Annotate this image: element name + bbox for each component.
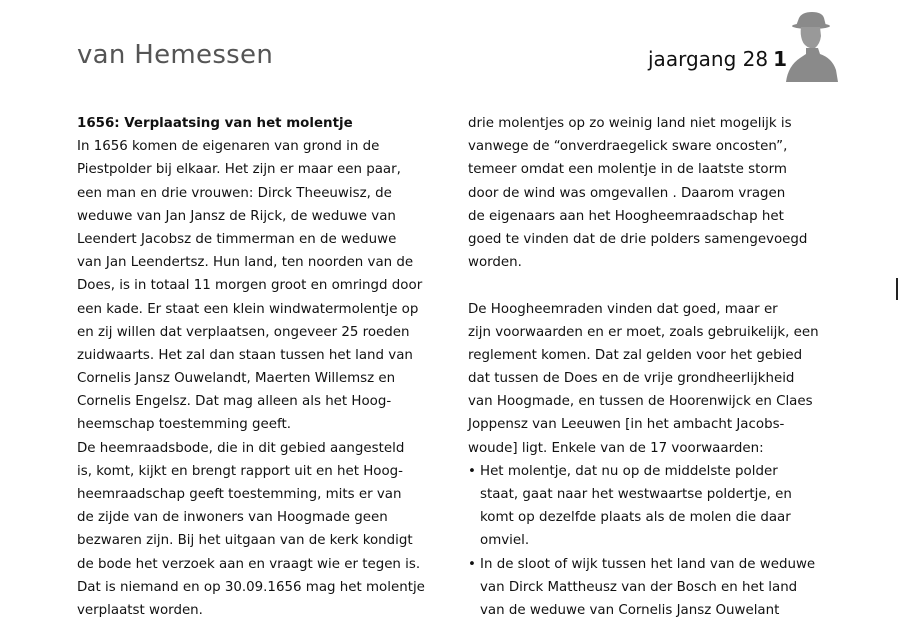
text-line: Leendert Jacobsz de timmerman en de weduwe xyxy=(77,231,397,247)
section-heading: 1656: Verplaatsing van het molentje xyxy=(77,116,353,131)
text-line: goed te vinden dat de drie polders samengevoegd xyxy=(468,231,808,247)
text-line: dat tussen de Does en de vrije grondheerlijkheid xyxy=(468,371,795,387)
text-line: reglement komen. Dat zal gelden voor het gebied xyxy=(468,347,803,363)
text-line: bezwaren zijn. Bij het uitgaan van de kerk kondigt xyxy=(77,533,413,549)
text-line: en zij willen dat verplaatsen, ongeveer 25 roeden xyxy=(77,324,410,340)
text-line: zuidwaarts. Het zal dan staan tussen het land van xyxy=(77,347,413,363)
left-column xyxy=(77,112,449,622)
text-line: De heemraadsbode, die in dit gebied aangesteld xyxy=(77,440,405,456)
page-number: 1 xyxy=(773,47,787,71)
bullet-item: • In de sloot of wijk tussen het land van de weduwe xyxy=(468,553,848,576)
text-line: de zijde van de inwoners van Hoogmade geen xyxy=(77,510,388,526)
text-line: een kade. Er staat een klein windwatermolentje op xyxy=(77,301,419,317)
text-line: zijn voorwaarden en er moet, zoals gebruikelijk, een xyxy=(468,324,819,340)
issue-label xyxy=(648,47,787,71)
text-line: Cornelis Jansz Ouwelandt, Maerten Willemsz en xyxy=(77,371,396,387)
text-line: worden. xyxy=(468,255,522,271)
text-line: staat, gaat naar het westwaartse poldertje, en xyxy=(480,487,792,502)
volume-label: jaargang 28 xyxy=(648,47,769,71)
text-line: In 1656 komen de eigenaren van grond in de xyxy=(77,139,380,155)
publication-title: van Hemessen xyxy=(77,40,274,70)
text-line: Piestpolder bij elkaar. Het zijn er maar een paar, xyxy=(77,162,401,178)
text-line: drie molentjes op zo weinig land niet mogelijk is xyxy=(468,116,792,131)
text-line: van Dirck Mattheusz van der Bosch en het land xyxy=(480,579,798,595)
text-line: van Hoogmade, en tussen de Hoorenwijck en Claes xyxy=(468,394,813,410)
right-column xyxy=(468,112,848,622)
text-line: omviel. xyxy=(480,533,530,549)
text-line: vanwege de “onverdraegelick sware oncosten”, xyxy=(468,139,788,155)
bullet-item: • Het molentje, dat nu op de middelste polder xyxy=(468,460,848,483)
text-line: Dat is niemand en op 30.09.1656 mag het molentje xyxy=(77,579,425,595)
text-line: heemschap toestemming geeft. xyxy=(77,417,291,433)
text-line: een man en drie vrouwen: Dirck Theeuwisz, de xyxy=(77,185,392,201)
text-line: door de wind was omgevallen . Daarom vragen xyxy=(468,185,786,201)
text-line: heemraadschap geeft toestemming, mits er van xyxy=(77,487,402,502)
text-line: is, komt, kijkt en brengt rapport uit en het Hoog- xyxy=(77,463,403,479)
text-cursor xyxy=(896,278,898,300)
text-line: De Hoogheemraden vinden dat goed, maar er xyxy=(468,301,778,317)
text-line: Cornelis Engelsz. Dat mag alleen als het Hoog- xyxy=(77,394,392,410)
man-with-hat-silhouette-icon xyxy=(782,8,838,82)
text-line: temeer omdat een molentje in de laatste storm xyxy=(468,162,787,178)
text-line: weduwe van Jan Jansz de Rijck, de weduwe van xyxy=(77,208,396,224)
text-line: woude] ligt. Enkele van de 17 voorwaarden: xyxy=(468,440,764,456)
text-line: van Jan Leendertsz. Hun land, ten noorden van de xyxy=(77,255,414,271)
text-line: van de weduwe van Cornelis Jansz Ouwelant xyxy=(480,602,780,618)
text-line: verplaatst worden. xyxy=(77,602,203,618)
text-line: de bode het verzoek aan en vraagt wie er tegen is. xyxy=(77,556,421,572)
paragraph-spacer xyxy=(468,274,848,297)
text-line: komt op dezelfde plaats als de molen die daar xyxy=(480,510,791,526)
text-line: Joppensz van Leeuwen [in het ambacht Jacobs- xyxy=(468,417,785,433)
text-line: de eigenaars aan het Hoogheemraadschap het xyxy=(468,208,784,224)
text-line: Does, is in totaal 11 morgen groot en omringd door xyxy=(77,278,423,294)
